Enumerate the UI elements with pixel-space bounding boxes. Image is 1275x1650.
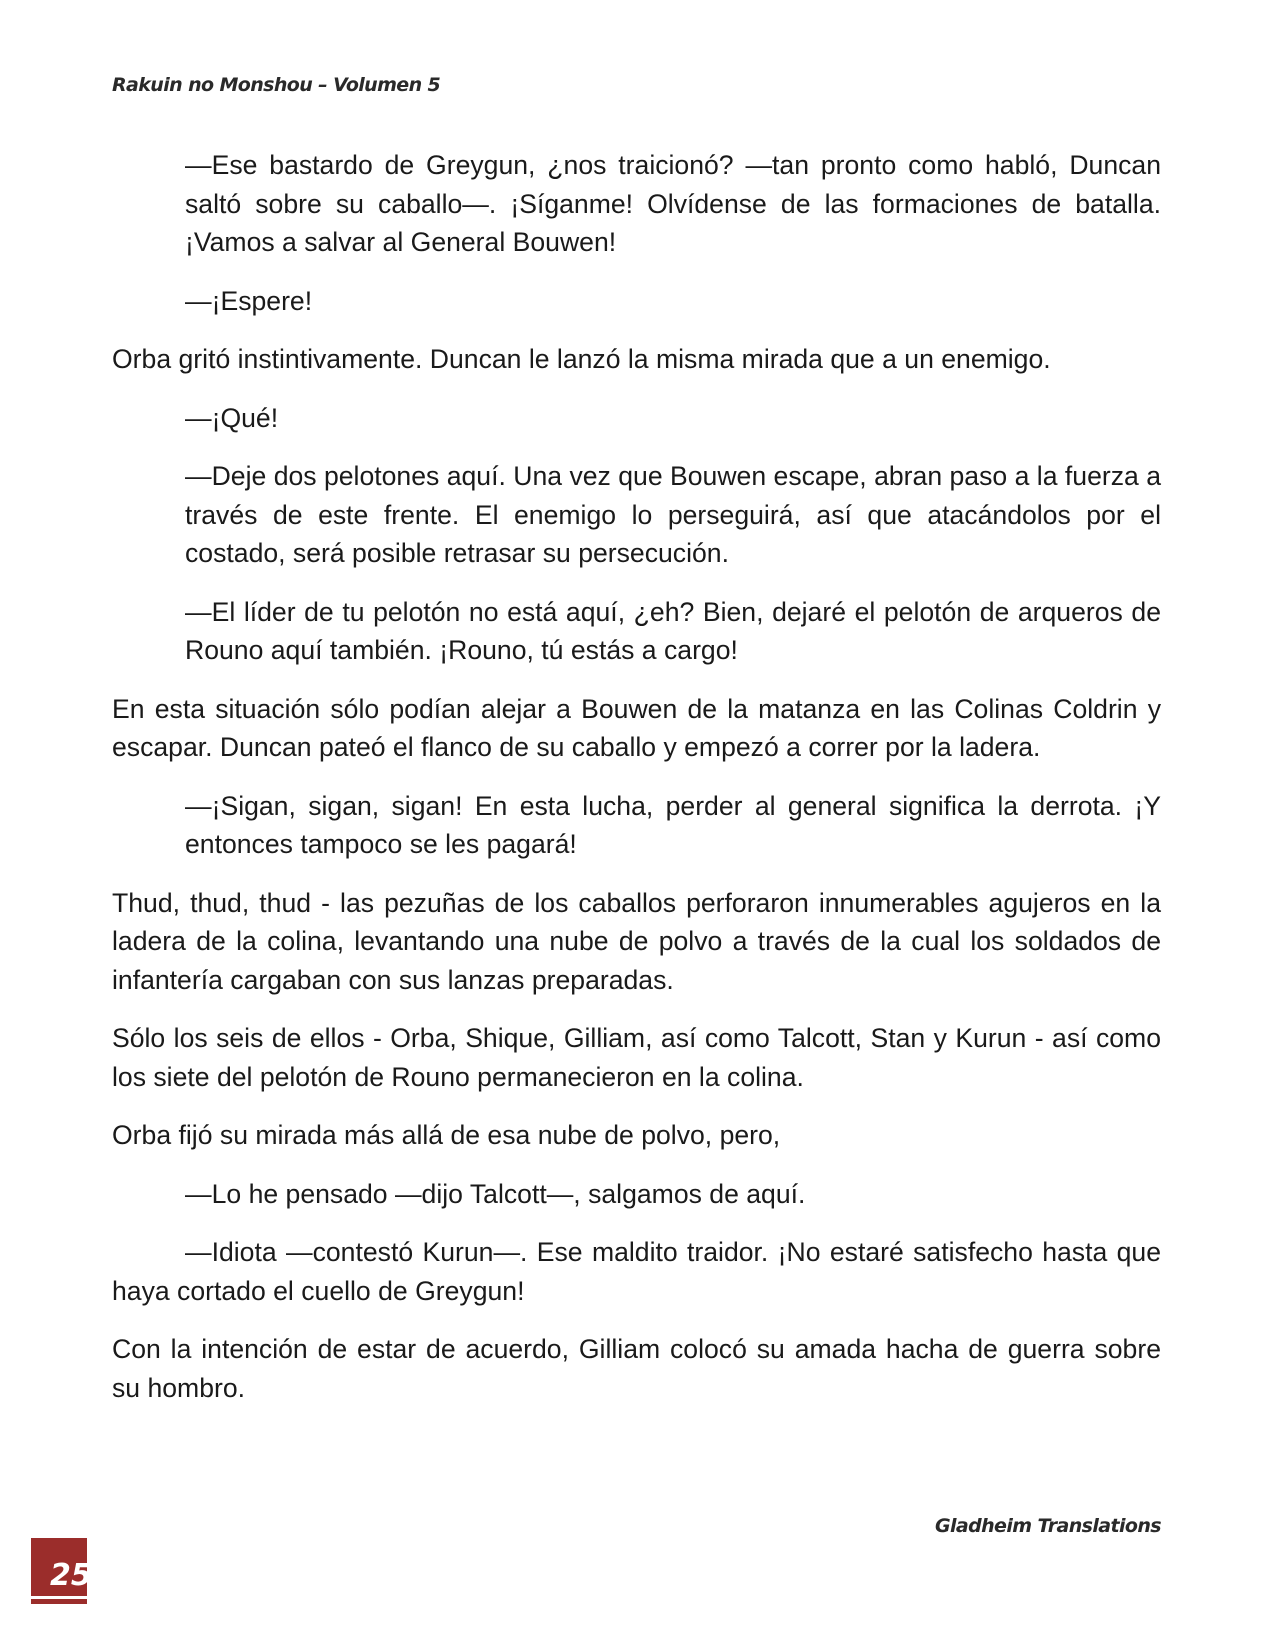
paragraph: Sólo los seis de ellos - Orba, Shique, Gilliam, así como Talcott, Stan y Kurun - así como los siete del pelotón de Rouno permanecieron en la colina.: [112, 1023, 1161, 1092]
paragraph: Con la intención de estar de acuerdo, Gilliam colocó su amada hacha de guerra sobre su hombro.: [112, 1334, 1161, 1403]
paragraph: —Deje dos pelotones aquí. Una vez que Bouwen escape, abran paso a la fuerza a través de este frente. El enemigo lo perseguirá, así que atacándolos por el costado, será posible retrasar su persecución.: [185, 461, 1161, 568]
paragraph: Thud, thud, thud - las pezuñas de los caballos perforaron innumerables agujeros en la ladera de la colina, levantando una nube de polvo a través de la cual los soldados de infantería cargaban con sus lanzas preparadas.: [112, 887, 1161, 995]
paragraph: —Ese bastardo de Greygun, ¿nos traicionó? —tan pronto como habló, Duncan saltó sobre su caballo—. ¡Síganme! Olvídense de las formaciones de batalla. ¡Vamos a salvar al General Bouwen!: [185, 150, 1161, 257]
footer-credit: Gladheim Translations: [935, 1515, 1161, 1537]
running-header: Rakuin no Monshou – Volumen 5: [112, 74, 441, 96]
page-number-underline: [31, 1596, 87, 1599]
paragraph: En esta situación sólo podían alejar a Bouwen de la matanza en las Colinas Coldrin y escapar. Duncan pateó el flanco de su caballo y empezó a correr por la ladera.: [112, 693, 1161, 762]
paragraph: —¡Espere!: [185, 285, 313, 316]
page-number: 25: [50, 1558, 92, 1593]
body-text: [112, 146, 1161, 1427]
paragraph: —Lo he pensado —dijo Talcott—, salgamos de aquí.: [185, 1178, 806, 1209]
paragraph: —Idiota —contestó Kurun—. Ese maldito traidor. ¡No estaré satisfecho hasta que haya cortado el cuello de Greygun!: [112, 1237, 1161, 1306]
paragraph: Orba fijó su mirada más allá de esa nube de polvo, pero,: [112, 1120, 781, 1150]
paragraph: —¡Qué!: [185, 402, 279, 433]
paragraph: Orba gritó instintivamente. Duncan le lanzó la misma mirada que a un enemigo.: [112, 344, 1051, 374]
paragraph: —¡Sigan, sigan, sigan! En esta lucha, perder al general significa la derrota. ¡Y entonces tampoco se les pagará!: [185, 790, 1161, 859]
paragraph: —El líder de tu pelotón no está aquí, ¿eh? Bien, dejaré el pelotón de arqueros de Rouno aquí también. ¡Rouno, tú estás a cargo!: [185, 596, 1161, 665]
